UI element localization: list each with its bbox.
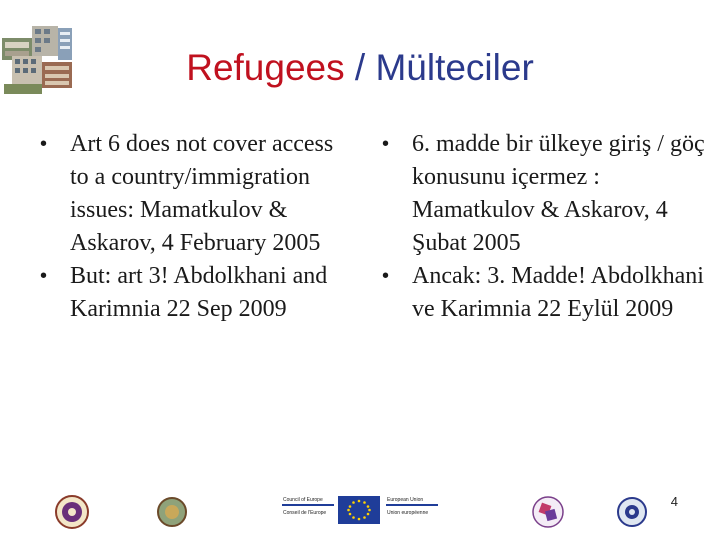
university-seal-logo [56, 496, 88, 528]
council-of-europe-logo [282, 497, 334, 516]
bullet-text: But: art 3! Abdolkhani and Karimnia 22 Sep 2009 [70, 263, 328, 322]
english-bullet-list [40, 128, 340, 326]
slide-title [0, 44, 720, 92]
eu-label-fr: Union européenne [387, 510, 429, 516]
page-number: 4 [670, 494, 678, 509]
bullet-text: 6. madde bir ülkeye giriş / göç konusunu içermez : Mamatkulov & Askarov, 4 Şubat 2005 [412, 131, 705, 256]
bullet-item [382, 260, 707, 326]
bullet-item [40, 128, 340, 260]
court-seal-logo [158, 498, 186, 526]
turkish-bullet-list [382, 128, 707, 326]
coe-label-fr: Conseil de l'Europe [283, 510, 327, 516]
bullet-text: Ancak: 3. Madde! Abdolkhani ve Karimnia 22 Eylül 2009 [412, 263, 704, 322]
bullet-item [40, 260, 340, 326]
academy-seal-logo [618, 498, 646, 526]
european-union-logo [386, 497, 438, 516]
eu-label: European Union [387, 497, 424, 503]
coe-label: Council of Europe [283, 497, 323, 503]
bullet-dot-icon: • [382, 133, 390, 155]
eu-flag-icon [338, 496, 380, 524]
footer-logo-strip [0, 490, 720, 535]
title-turkish: Mülteciler [375, 47, 534, 88]
title-english: Refugees [186, 47, 345, 88]
bullet-dot-icon: • [40, 265, 48, 287]
bullet-text: Art 6 does not cover access to a country/immigration issues: Mamatkulov & Askarov, 4 February 2005 [70, 131, 334, 256]
bullet-item [382, 128, 707, 260]
title-separator: / [354, 47, 366, 88]
bullet-dot-icon: • [382, 265, 390, 287]
bullet-dot-icon: • [40, 133, 48, 155]
project-emblem-logo [533, 497, 563, 527]
